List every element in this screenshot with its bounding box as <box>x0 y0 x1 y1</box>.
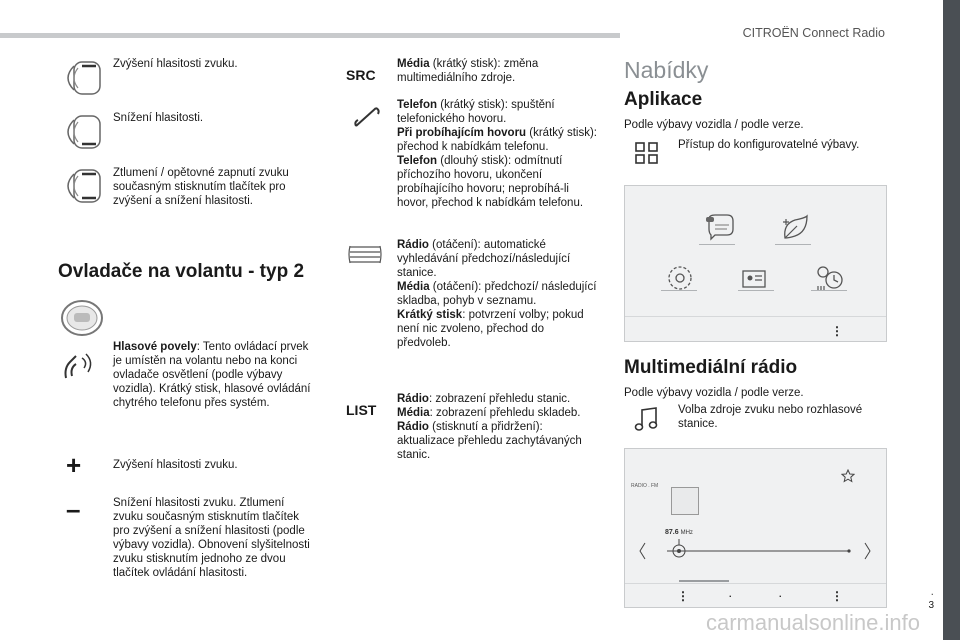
more-dots-icon[interactable]: ⋮ <box>677 589 689 603</box>
list-bold-3: Rádio <box>397 421 429 433</box>
vehicle-settings-icon <box>665 264 695 292</box>
list-desc-3: (stisknutí a přidržení): aktualizace přehledu zachytávaných stanic. <box>397 421 582 461</box>
phone-desc-3: (dlouhý stisk): odmítnutí příchozího hovoru, ukončení probíhajícího hovoru; neprobíhá-li hovor, přechod k nabídkám telefonu. <box>397 155 584 209</box>
page-indicator <box>679 580 729 582</box>
thumbwheel-icon <box>348 244 382 264</box>
band-label: RADIO . FM <box>631 483 659 489</box>
volume-down-button-icon <box>58 112 102 152</box>
mute-button-icon <box>58 166 102 206</box>
bottom-dot[interactable]: . <box>779 589 782 599</box>
wheel-desc-2: (otáčení): předchozí/ následující skladba, pohyb v seznamu. <box>397 281 597 307</box>
music-note-icon <box>634 406 660 432</box>
volume-up-text: Zvýšení hlasitosti zvuku. <box>113 58 238 70</box>
section-title-steering: Ovladače na volantu - typ 2 <box>58 261 305 282</box>
list-button-label: LIST <box>346 402 377 418</box>
list-desc-2: : zobrazení přehledu skladeb. <box>429 407 581 419</box>
list-bold-2: Média <box>397 407 430 419</box>
tile-underline <box>811 290 847 291</box>
frequency-value: 87.6 <box>665 529 679 536</box>
wheel-desc-3: : potvrzení volby; pokud není nic zvoleno, přechod do předvoleb. <box>397 309 584 349</box>
plus-button-icon: + <box>66 450 82 480</box>
top-rule <box>0 33 620 38</box>
plus-text: Zvýšení hlasitosti zvuku. <box>113 459 238 471</box>
contact-card-icon <box>741 268 767 290</box>
mute-text: Ztlumení / opětovné zapnutí zvuku současným stisknutím tlačítek pro zvýšení a snížení hlasitosti. <box>113 167 289 207</box>
wheel-desc-1: (otáčení): automatické vyhledávání předchozí/následující stanice. <box>397 239 571 279</box>
phone-desc-1: (krátký stisk): spuštění telefonického hovoru. <box>397 99 555 125</box>
tile-underline <box>738 290 774 291</box>
frequency-slider[interactable] <box>637 537 873 565</box>
phone-bold-2: Při probíhajícím hovoru <box>397 127 527 139</box>
radio-desc: Volba zdroje zvuku nebo rozhlasové stanice. <box>678 404 863 430</box>
voice-command-desc: : Tento ovládací prvek je umístěn na volantu nebo na konci ovladače osvětlení (podle výbavy vozidla). Krátký stisk, hlasové ovládání chytrého telefonu přes systém. <box>113 341 311 409</box>
favorite-star-icon[interactable] <box>841 469 855 483</box>
apps-screen <box>624 185 887 342</box>
watermark: carmanualsonline.info <box>705 610 920 635</box>
screen-divider <box>625 316 886 317</box>
src-desc: (krátký stisk): změna multimediálního zdroje. <box>397 58 539 84</box>
phone-desc-2: (krátký stisk): přechod k nabídkám telefonu. <box>397 127 597 153</box>
minus-button-icon: – <box>66 494 81 524</box>
screen-divider <box>625 583 886 584</box>
continue-bullet: . <box>930 584 934 598</box>
more-dots-icon[interactable]: ⋮ <box>831 324 843 338</box>
radio-title: Multimediální rádio <box>624 357 798 378</box>
radio-screen <box>624 448 887 608</box>
wheel-bold-3: Krátký stisk <box>397 309 463 321</box>
src-text <box>397 57 597 85</box>
heating-timer-icon <box>815 264 845 292</box>
radio-note: Podle výbavy vozidla / podle verze. <box>624 387 804 399</box>
eco-leaf-icon <box>779 214 809 242</box>
tile-underline <box>699 244 735 245</box>
phone-text <box>397 98 597 210</box>
tile-underline <box>661 290 697 291</box>
side-tab <box>943 0 960 640</box>
frequency-readout <box>665 529 693 536</box>
page-number: 3 <box>928 600 934 611</box>
running-header: CITROËN Connect Radio <box>742 26 885 40</box>
list-bold-1: Rádio <box>397 393 429 405</box>
volume-down-text: Snížení hlasitosti. <box>113 112 204 124</box>
wheel-bold-2: Média <box>397 281 430 293</box>
chat-bubble-icon <box>703 213 735 241</box>
wheel-bold-1: Rádio <box>397 239 429 251</box>
voice-command-label: Hlasové povely <box>113 341 197 353</box>
phone-bold-1: Telefon <box>397 99 438 111</box>
tile-underline <box>775 244 811 245</box>
bottom-dot[interactable]: . <box>729 589 732 599</box>
list-desc-1: : zobrazení přehledu stanic. <box>428 393 571 405</box>
volume-up-button-icon <box>58 58 102 98</box>
phone-icon <box>352 104 382 130</box>
thumbwheel-text <box>397 238 597 350</box>
apps-grid-icon <box>634 141 660 165</box>
apps-desc: Přístup do konfigurovatelné výbavy. <box>678 139 860 151</box>
steering-wheel-icon <box>60 299 104 337</box>
station-artwork <box>671 487 699 515</box>
minus-text: Snížení hlasitosti zvuku. Ztlumení zvuku současným stisknutím tlačítek pro zvýšení a snížení hlasitosti (podle výbavy vozidla). Obnovení slyšitelnosti zvuku stisknutím jednoho ze dvou tlačítek ovládání hlasitosti. <box>113 497 310 579</box>
phone-bold-3: Telefon <box>397 155 438 167</box>
more-dots-icon[interactable]: ⋮ <box>831 589 843 603</box>
menus-title: Nabídky <box>624 57 709 83</box>
apps-title: Aplikace <box>624 89 703 110</box>
frequency-unit: MHz <box>680 530 693 536</box>
apps-note: Podle výbavy vozidla / podle verze. <box>624 119 804 131</box>
voice-command-icon <box>62 350 98 382</box>
src-button-label: SRC <box>346 67 376 83</box>
voice-command-text <box>113 340 313 410</box>
src-bold: Média <box>397 58 430 70</box>
list-text <box>397 392 602 462</box>
